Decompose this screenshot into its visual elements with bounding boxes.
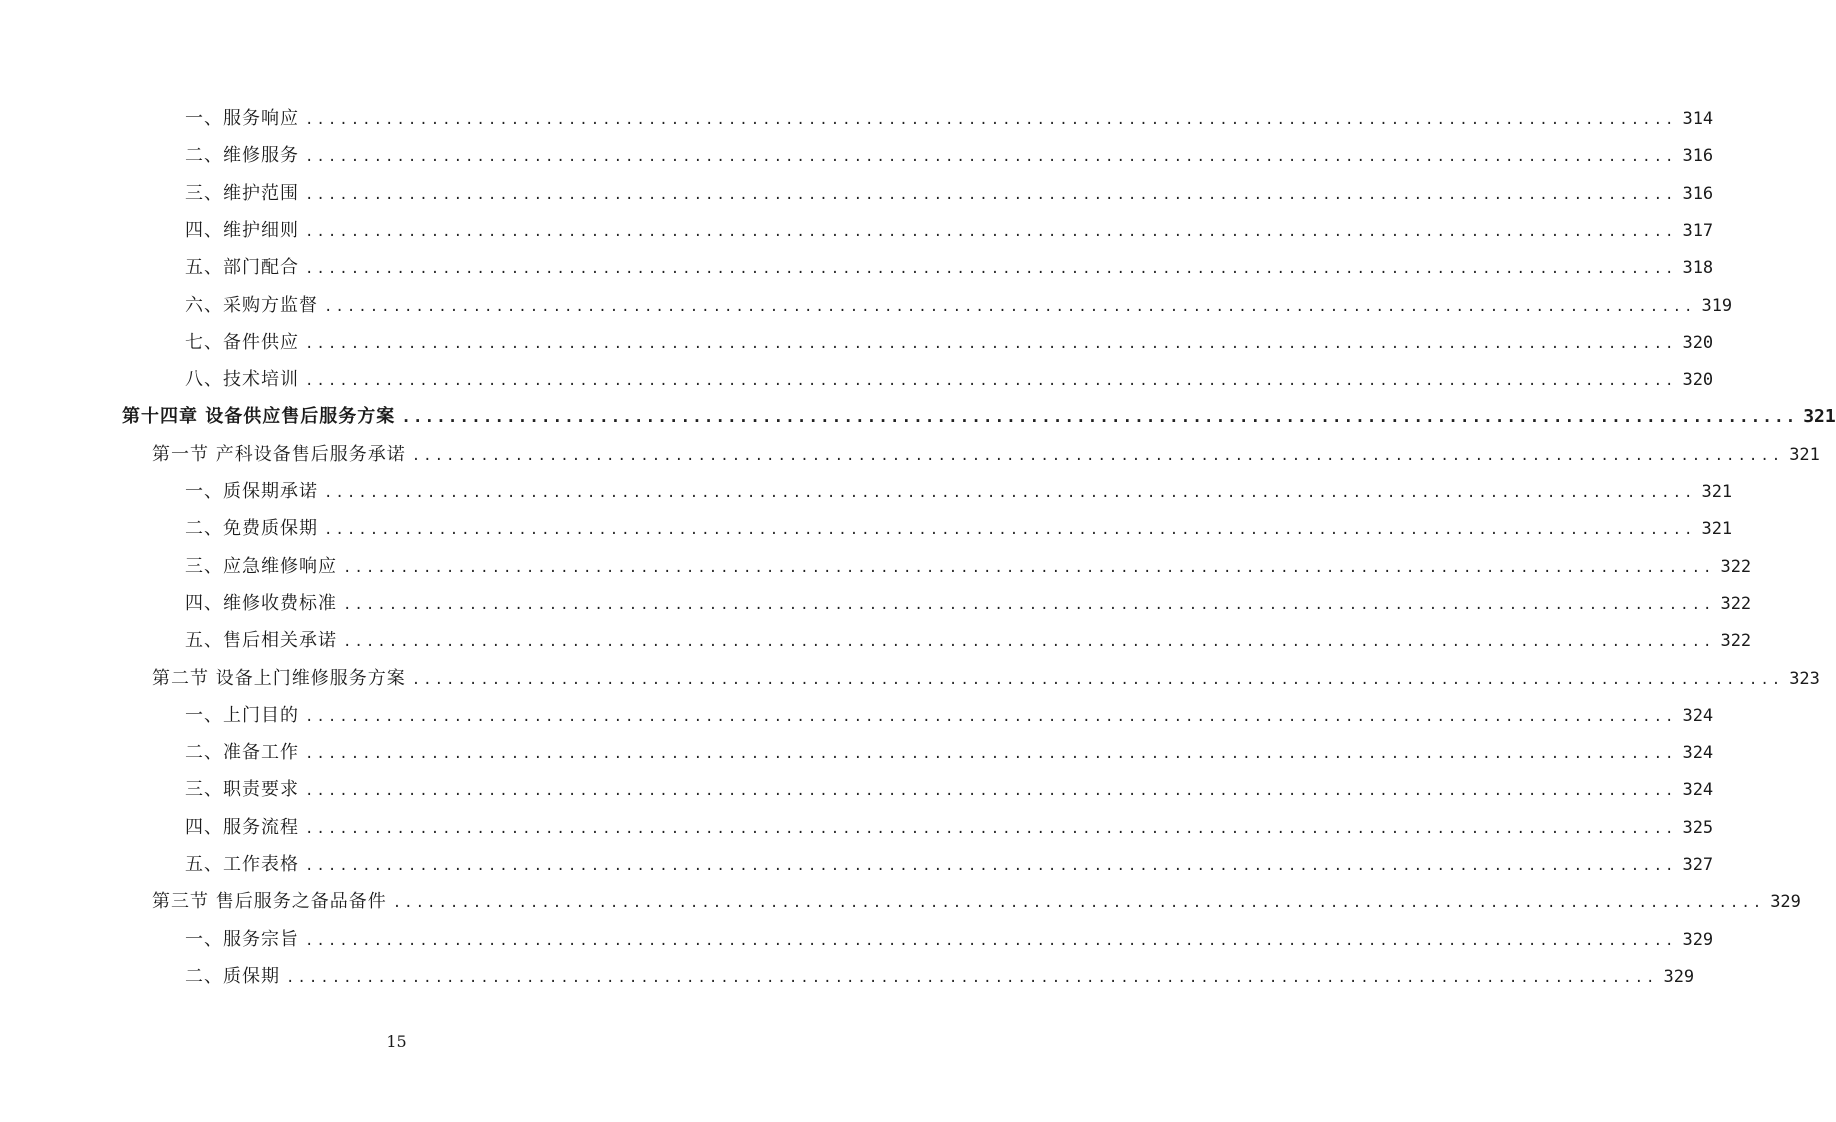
toc-entry[interactable] (185, 473, 1733, 510)
toc-entry-page: 327 (1682, 855, 1714, 875)
toc-entry-title: 一、服务响应 (185, 108, 299, 129)
toc-entry-title: 二、质保期 (185, 965, 280, 987)
dot-leader: ........................................................................................................................ (392, 895, 1765, 912)
toc-entry-page: 320 (1682, 332, 1714, 353)
toc-entry-title: 四、维修收费标准 (185, 592, 337, 614)
toc-entry-page: 321 (1701, 519, 1733, 540)
toc-entry-page: 324 (1682, 780, 1714, 801)
toc-entry-page: 318 (1682, 258, 1714, 279)
toc-entry-title: 一、质保期承诺 (185, 481, 318, 502)
toc-entry-title: 七、备件供应 (185, 331, 299, 353)
dot-leader: ........................................................................................................................ (305, 261, 1677, 278)
toc-entry-title: 第十四章 设备供应售后服务方案 (122, 406, 396, 428)
toc-entry[interactable] (122, 398, 1836, 435)
toc-entry-page: 329 (1663, 966, 1695, 987)
dot-leader: ........................................................................................................................ (305, 223, 1677, 240)
toc-entry-page: 321 (1803, 406, 1836, 428)
dot-leader: ........................................................................................................................ (343, 596, 1715, 613)
toc-entry[interactable] (185, 585, 1752, 622)
toc-entry-title: 三、维护范围 (185, 182, 299, 204)
toc-entry-page: 329 (1682, 929, 1714, 950)
toc-entry-title: 第二节 设备上门维修服务方案 (152, 667, 406, 689)
dot-leader: ........................................................................................................................ (324, 298, 1696, 315)
dot-leader: ........................................................................................................................ (305, 186, 1677, 203)
toc-entry[interactable] (185, 324, 1714, 361)
dot-leader: ........................................................................................................................ (305, 820, 1677, 837)
dot-leader: ........................................................................................................................ (305, 858, 1677, 874)
dot-leader: ........................................................................................................................ (305, 932, 1677, 949)
toc-entry-title: 二、维修服务 (185, 145, 299, 167)
dot-leader: ........................................................................................................................ (411, 447, 1784, 464)
toc-entry[interactable] (185, 137, 1714, 174)
toc-entry-title: 五、部门配合 (185, 257, 299, 279)
toc-entry-page: 324 (1682, 743, 1714, 764)
dot-leader: ........................................................................................................................ (305, 783, 1677, 800)
dot-leader: ........................................................................................................................ (305, 373, 1677, 390)
toc-entry[interactable] (185, 622, 1752, 659)
dot-leader: ........................................................................................................................ (324, 522, 1696, 539)
dot-leader: ........................................................................................................................ (286, 969, 1658, 986)
toc-entry[interactable] (185, 734, 1714, 771)
toc-entry-title: 一、上门目的 (185, 704, 299, 726)
toc-entry-title: 四、维护细则 (185, 219, 299, 241)
toc-entry-page: 325 (1682, 817, 1714, 838)
toc-entry-title: 五、工作表格 (185, 854, 299, 875)
toc-entry-page: 322 (1720, 556, 1752, 577)
toc-entry-page: 316 (1682, 183, 1714, 204)
toc-entry-page: 316 (1682, 146, 1714, 167)
dot-leader: ........................................................................................................................ (324, 485, 1696, 501)
toc-entry[interactable] (185, 100, 1714, 137)
toc-entry[interactable] (185, 510, 1733, 547)
toc-entry[interactable] (152, 436, 1820, 473)
toc-entry-title: 八、技术培训 (185, 369, 299, 391)
page-number: 15 (386, 1032, 407, 1051)
toc-entry[interactable] (185, 212, 1714, 249)
toc-entry-title: 第一节 产科设备售后服务承诺 (152, 443, 406, 465)
dot-leader: ........................................................................................................................ (305, 149, 1677, 166)
toc-entry[interactable] (185, 809, 1714, 846)
dot-leader: ........................................................................................................................ (305, 708, 1677, 725)
toc-entry-page: 329 (1770, 892, 1801, 913)
toc-entry[interactable] (185, 697, 1714, 734)
toc-entry-page: 323 (1789, 668, 1820, 689)
toc-entry-title: 六、采购方监督 (185, 294, 318, 316)
toc-entry-page: 322 (1720, 631, 1752, 652)
toc-entry-page: 322 (1720, 593, 1752, 614)
toc-entry[interactable] (185, 287, 1733, 324)
toc-entry[interactable] (185, 175, 1714, 212)
dot-leader: ........................................................................................................................ (401, 407, 1798, 427)
toc-entry-page: 317 (1682, 220, 1714, 241)
toc-entry-title: 二、准备工作 (185, 742, 299, 764)
toc-entry-page: 314 (1682, 109, 1714, 129)
toc-entry-title: 第三节 售后服务之备品备件 (152, 891, 387, 913)
toc-entry-title: 三、应急维修响应 (185, 555, 337, 577)
toc-entry[interactable] (152, 883, 1801, 920)
toc-entry-title: 三、职责要求 (185, 779, 299, 801)
dot-leader: ........................................................................................................................ (343, 559, 1715, 576)
toc-entry-title: 四、服务流程 (185, 816, 299, 838)
toc-entry-page: 324 (1682, 705, 1714, 726)
dot-leader: ........................................................................................................................ (411, 671, 1784, 688)
toc-entry[interactable] (185, 846, 1714, 883)
toc-entry-title: 五、售后相关承诺 (185, 630, 337, 652)
toc-entry-page: 320 (1682, 370, 1714, 391)
toc-entry[interactable] (185, 771, 1714, 808)
toc-entry[interactable] (152, 660, 1820, 697)
toc-entry-title: 二、免费质保期 (185, 518, 318, 540)
toc-entry-page: 321 (1701, 482, 1733, 502)
toc-entry-page: 319 (1701, 295, 1733, 316)
toc-entry[interactable] (185, 548, 1752, 585)
toc-entry[interactable] (185, 958, 1695, 995)
dot-leader: ........................................................................................................................ (305, 746, 1677, 763)
dot-leader: ........................................................................................................................ (305, 335, 1677, 352)
toc-entry[interactable] (185, 361, 1714, 398)
toc-entry[interactable] (185, 921, 1714, 958)
toc-entry[interactable] (185, 249, 1714, 286)
dot-leader: ........................................................................................................................ (305, 112, 1677, 128)
toc-entry-title: 一、服务宗旨 (185, 928, 299, 950)
toc-entry-page: 321 (1789, 444, 1820, 465)
dot-leader: ........................................................................................................................ (343, 634, 1715, 651)
